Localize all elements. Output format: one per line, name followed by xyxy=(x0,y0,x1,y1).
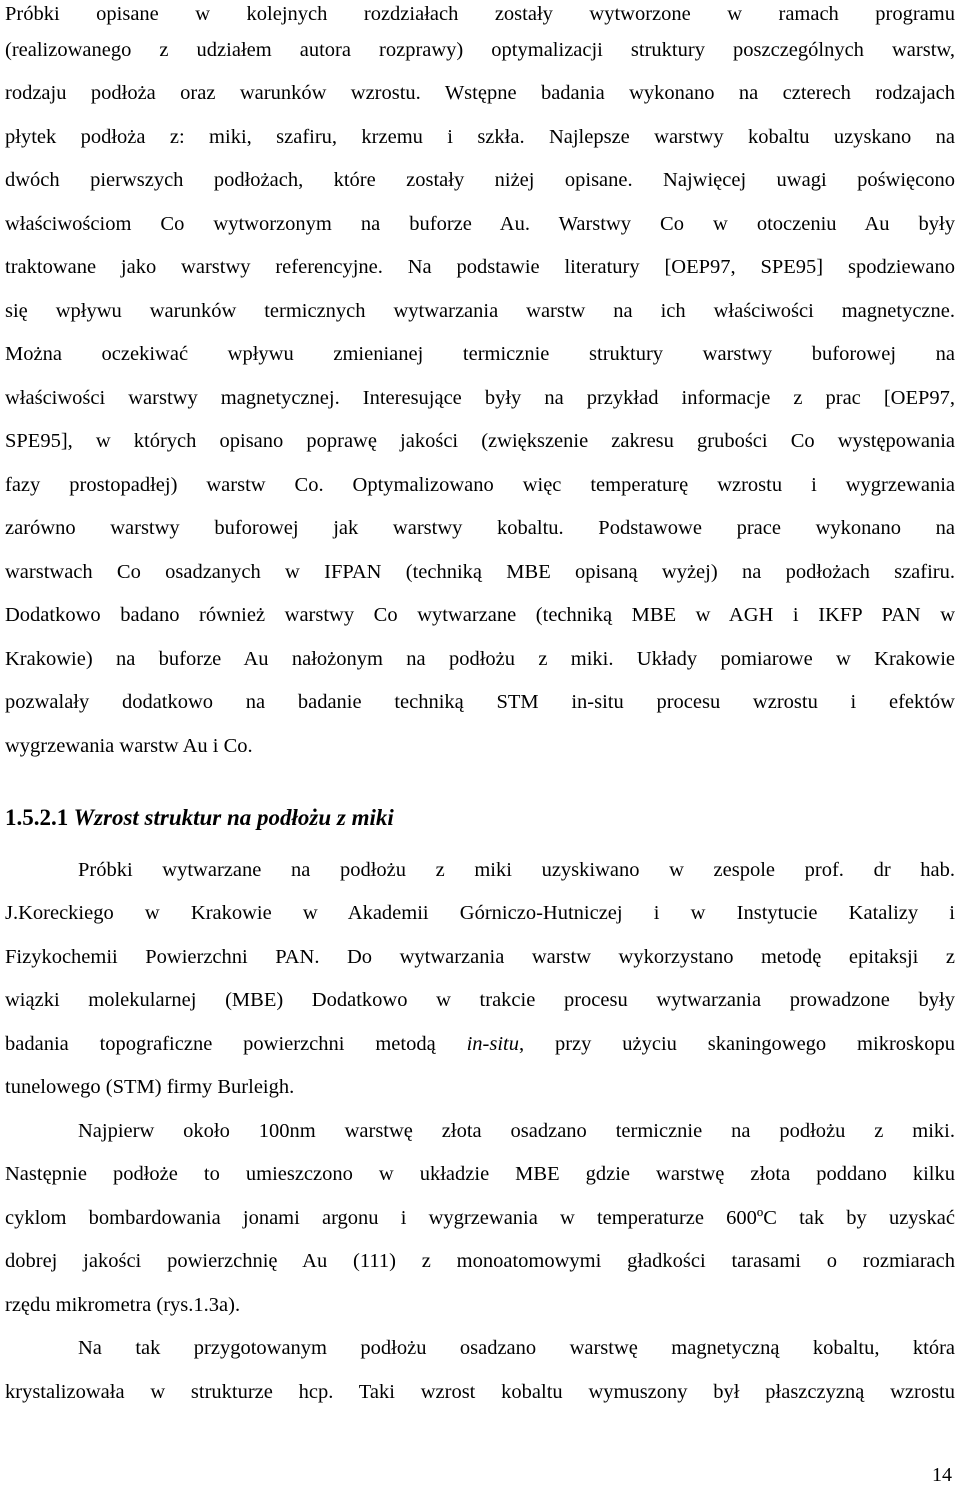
paragraph-1-line: warstwach Co osadzanych w IFPAN (techniką MBE opisaną wyżej) na podłożach szafiru. xyxy=(5,561,955,583)
paragraph-4-line: Na tak przygotowanym podłożu osadzano warstwę magnetyczną kobaltu, która xyxy=(78,1337,955,1359)
paragraph-1-line: płytek podłoża z: miki, szafiru, krzemu i szkła. Najlepsze warstwy kobaltu uzyskano na xyxy=(5,126,955,148)
paragraph-1-line: rodzaju podłoża oraz warunków wzrostu. Wstępne badania wykonano na czterech rodzajach xyxy=(5,82,955,104)
paragraph-1-line: pozwalały dodatkowo na badanie techniką STM in-situ procesu wzrostu i efektów xyxy=(5,691,955,713)
section-title: Wzrost struktur na podłożu z miki xyxy=(73,805,394,830)
paragraph-1-line: Próbki opisane w kolejnych rozdziałach zostały wytworzone w ramach programu xyxy=(5,3,955,25)
text-run: , przy użyciu skaningowego mikroskopu xyxy=(518,1033,955,1055)
paragraph-1-line: fazy prostopadłej) warstw Co. Optymalizowano więc temperaturę wzrostu i wygrzewania xyxy=(5,474,955,496)
paragraph-1-line: traktowane jako warstwy referencyjne. Na podstawie literatury [OEP97, SPE95] spodziewano xyxy=(5,256,955,278)
paragraph-1-line: się wpływu warunków termicznych wytwarzania warstw na ich właściwości magnetyczne. xyxy=(5,300,955,322)
section-heading xyxy=(5,802,394,834)
paragraph-1-line: (realizowanego z udziałem autora rozprawy) optymalizacji struktury poszczególnych warstw, xyxy=(5,39,955,61)
paragraph-2-line: Próbki wytwarzane na podłożu z miki uzyskiwano w zespole prof. dr hab. xyxy=(78,859,955,881)
paragraph-3-line: Najpierw około 100nm warstwę złota osadzano termicznie na podłożu z miki. xyxy=(78,1120,955,1142)
text-run: badania topograficzne powierzchni metodą xyxy=(5,1033,467,1055)
section-number: 1.5.2.1 xyxy=(5,805,69,830)
paragraph-1-line: właściwościom Co wytworzonym na buforze Au. Warstwy Co w otoczeniu Au były xyxy=(5,213,955,235)
paragraph-3-line: cyklom bombardowania jonami argonu i wygrzewania w temperaturze 600ºC tak by uzyskać xyxy=(5,1207,955,1229)
paragraph-2-line: Fizykochemii Powierzchni PAN. Do wytwarzania warstw wykorzystano metodę epitaksji z xyxy=(5,946,955,968)
paragraph-4-line: krystalizowała w strukturze hcp. Taki wzrost kobaltu wymuszony był płaszczyzną wzrostu xyxy=(5,1381,955,1403)
paragraph-1-line: dwóch pierwszych podłożach, które zostały niżej opisane. Najwięcej uwagi poświęcono xyxy=(5,169,955,191)
paragraph-1-line: właściwości warstwy magnetycznej. Interesujące były na przykład informacje z prac [OEP97, xyxy=(5,387,955,409)
paragraph-3-line: dobrej jakości powierzchnię Au (111) z monoatomowymi gładkości tarasami o rozmiarach xyxy=(5,1250,955,1272)
paragraph-1-line: zarówno warstwy buforowej jak warstwy kobaltu. Podstawowe prace wykonano na xyxy=(5,517,955,539)
paragraph-2-line: J.Koreckiego w Krakowie w Akademii Górniczo-Hutniczej i w Instytucie Katalizy i xyxy=(5,902,955,924)
paragraph-1-line: SPE95], w których opisano poprawę jakości (zwiększenie zakresu grubości Co występowania xyxy=(5,430,955,452)
paragraph-1-line: Dodatkowo badano również warstwy Co wytwarzane (techniką MBE w AGH i IKFP PAN w xyxy=(5,604,955,626)
paragraph-2-line: wiązki molekularnej (MBE) Dodatkowo w trakcie procesu wytwarzania prowadzone były xyxy=(5,989,955,1011)
paragraph-1-line: wygrzewania warstw Au i Co. xyxy=(5,735,253,757)
paragraph-2-line: tunelowego (STM) firmy Burleigh. xyxy=(5,1076,295,1098)
paragraph-1-line: Krakowie) na buforze Au nałożonym na podłożu z miki. Układy pomiarowe w Krakowie xyxy=(5,648,955,670)
page-number: 14 xyxy=(932,1464,952,1486)
paragraph-3-line: rzędu mikrometra (rys.1.3a). xyxy=(5,1294,241,1316)
paragraph-1-line: Można oczekiwać wpływu zmienianej termicznie struktury warstwy buforowej na xyxy=(5,343,955,365)
paragraph-2-line xyxy=(5,1030,955,1058)
paragraph-3-line: Następnie podłoże to umieszczono w układzie MBE gdzie warstwę złota poddano kilku xyxy=(5,1163,955,1185)
italic-term: in-situ xyxy=(466,1033,519,1055)
